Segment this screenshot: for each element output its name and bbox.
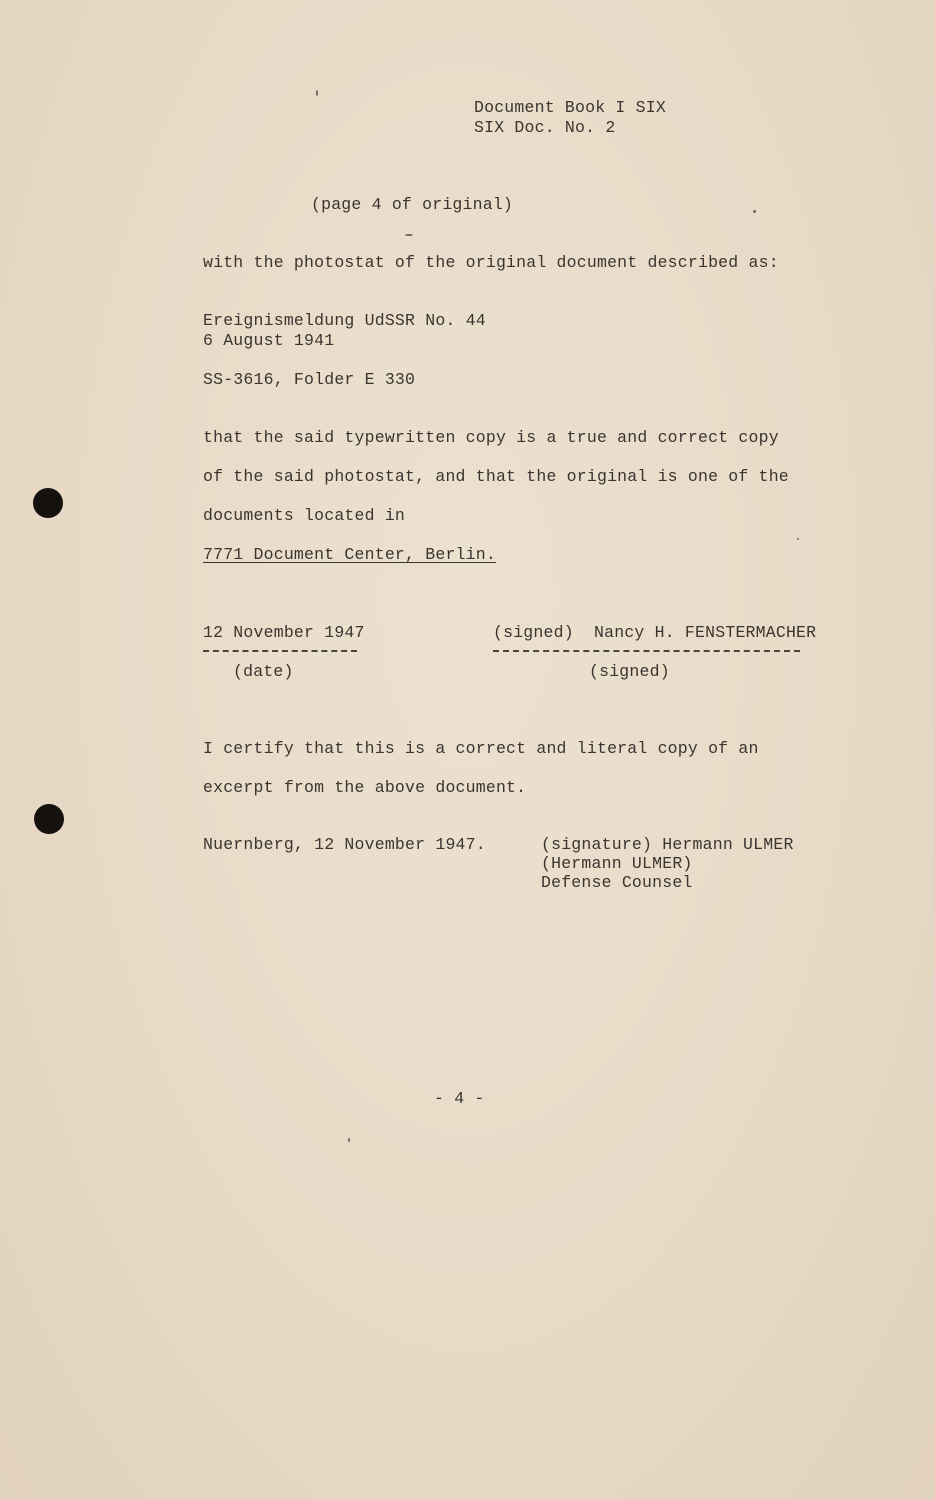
intro-line: with the photostat of the original document described as:: [203, 253, 779, 272]
statement-line-2: of the said photostat, and that the original is one of the: [203, 467, 789, 486]
counsel-title: Defense Counsel: [541, 873, 693, 892]
binder-hole-lower: [34, 804, 64, 834]
paper-speck: [797, 538, 799, 540]
page-number: - 4 -: [434, 1089, 485, 1108]
header-book: Document Book I SIX: [474, 98, 666, 117]
document-title: Ereignismeldung UdSSR No. 44: [203, 311, 486, 330]
document-reference: SS-3616, Folder E 330: [203, 370, 416, 389]
date-value: 12 November 1947: [203, 623, 365, 642]
statement-line-1: that the said typewritten copy is a true and correct copy: [203, 428, 779, 447]
date-rule: [203, 650, 357, 652]
binder-hole-upper: [33, 488, 63, 518]
counsel-signature: (signature) Hermann ULMER: [541, 835, 794, 854]
signed-rule: [493, 650, 800, 652]
signed-label: (signed): [589, 662, 670, 681]
date-label: (date): [233, 662, 294, 681]
statement-line-3: documents located in: [203, 506, 406, 525]
certification-line-1: I certify that this is a correct and literal copy of an: [203, 739, 759, 758]
document-date: 6 August 1941: [203, 331, 335, 350]
paper-speck: [405, 234, 413, 236]
header-doc-number: SIX Doc. No. 2: [474, 118, 616, 137]
signed-value: (signed) Nancy H. FENSTERMACHER: [493, 623, 817, 642]
paper-speck: [348, 1138, 350, 1142]
certification-line-2: excerpt from the above document.: [203, 778, 527, 797]
paper-speck: [753, 210, 756, 213]
counsel-name: (Hermann ULMER): [541, 854, 693, 873]
document-location: 7771 Document Center, Berlin.: [203, 545, 496, 564]
paper-speck: [316, 90, 318, 96]
place-and-date: Nuernberg, 12 November 1947.: [203, 835, 486, 854]
page-note: (page 4 of original): [311, 195, 514, 214]
